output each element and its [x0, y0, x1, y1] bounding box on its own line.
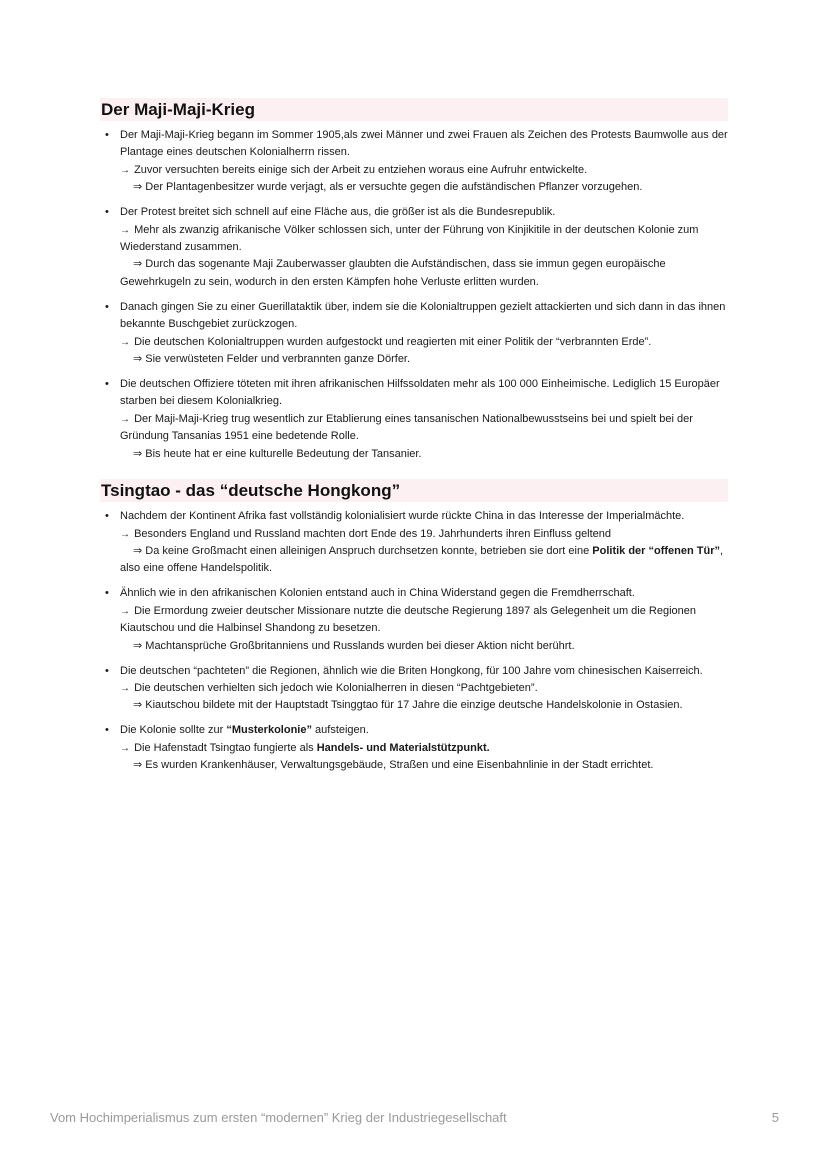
item-arrow-text: Die deutschen verhielten sich jedoch wie Kolonialherren in diesen “Pachtgebieten”.	[134, 681, 538, 694]
list-item	[100, 663, 728, 715]
implies-icon: ⇒	[133, 258, 143, 271]
item-implies-text: Kiautschou bildete mit der Hauptstadt Tsinggtao für 17 Jahre die einzige deutsche Handelskolonie in Ostasien.	[145, 699, 683, 712]
item-implies-text: Durch das sogenante Maji Zauberwasser glaubten die Aufständischen, dass sie immun gegen europäische Gewehrkugeln zu sein, wodurch in den ersten Kämpfen hohe Verluste erlitten wurden.	[120, 258, 666, 288]
section-maji-maji	[100, 98, 728, 463]
item-implies-text: Da keine Großmacht einen alleinigen Anspruch durchsetzen konnte, betrieben sie dort eine	[145, 544, 593, 557]
list-item	[100, 585, 728, 655]
item-implies-bold: Politik der “offenen Tür”	[592, 544, 721, 557]
arrow-icon: →	[120, 164, 130, 176]
list-item	[100, 508, 728, 578]
arrow-icon: →	[120, 224, 130, 236]
item-arrow-line	[120, 740, 728, 757]
item-main-text: Nachdem der Kontinent Afrika fast vollständig kolonialisiert wurde rückte China in das Interesse der Imperialmächte.	[120, 510, 685, 523]
bullet-icon: •	[105, 664, 109, 677]
bullet-icon: •	[105, 378, 109, 391]
item-implies-line	[120, 446, 728, 463]
item-arrow-text: Der Maji-Maji-Krieg trug wesentlich zur Etablierung eines tansanischen Nationalbewusstseins bei und spielt bei der Gründung Tansanias 1951 eine bedetende Rolle.	[120, 412, 693, 443]
bullet-list	[100, 508, 728, 774]
page-number: 5	[771, 1110, 779, 1125]
item-arrow-text: Zuvor versuchten bereits einige sich der Arbeit zu entziehen woraus eine Aufruhr entwickelte.	[134, 163, 588, 176]
item-implies-text-post: , also eine offene Handelspolitik.	[120, 544, 724, 575]
implies-icon: ⇒	[133, 759, 143, 772]
item-main-text: Die deutschen “pachteten” die Regionen, ähnlich wie die Briten Hongkong, für 100 Jahre vom chinesischen Kaiserreich.	[120, 664, 703, 677]
arrow-icon: →	[120, 742, 130, 754]
section-heading: Tsingtao - das “deutsche Hongkong”	[100, 479, 728, 502]
bullet-list	[100, 127, 728, 463]
item-implies-line	[120, 179, 728, 196]
list-item	[100, 204, 728, 291]
item-arrow-bold: Handels- und Materialstützpunkt.	[316, 741, 490, 754]
item-implies-line	[120, 697, 728, 714]
item-main-text: Der Maji-Maji-Krieg begann im Sommer 1905,als zwei Männer und zwei Frauen als Zeichen des Protests Baumwolle aus der Plantage eines deutschen Kolonialherrn rissen.	[120, 129, 728, 159]
item-arrow-line	[120, 222, 728, 257]
item-main-line	[120, 722, 728, 739]
implies-icon: ⇒	[133, 639, 143, 652]
list-item	[100, 127, 728, 197]
arrow-icon: →	[120, 336, 130, 348]
implies-icon: ⇒	[133, 181, 143, 194]
item-implies-line	[120, 638, 728, 655]
item-arrow-text: Die Ermordung zweier deutscher Missionare nutzte die deutsche Regierung 1897 als Gelegenheit um die Regionen Kiautschou und die Halbinsel Shandong zu besetzen.	[120, 604, 697, 635]
implies-icon: ⇒	[133, 699, 143, 712]
section-tsingtao	[100, 479, 728, 774]
item-arrow-line	[120, 603, 728, 638]
item-main-bold: “Musterkolonie”	[226, 724, 312, 737]
item-main-text: Die Kolonie sollte zur	[120, 724, 227, 737]
item-implies-text: Der Plantagenbesitzer wurde verjagt, als er versuchte gegen die aufständischen Pflanzer vorzugehen.	[145, 181, 643, 194]
bullet-icon: •	[105, 129, 109, 141]
item-implies-line	[120, 757, 728, 774]
list-item	[100, 299, 728, 369]
bullet-icon: •	[105, 587, 109, 600]
item-main-text-post: aufsteigen.	[311, 724, 369, 737]
item-implies-line	[120, 543, 728, 578]
item-arrow-line	[120, 680, 728, 697]
bullet-icon: •	[105, 206, 109, 219]
item-arrow-text: Die deutschen Kolonialtruppen wurden aufgestockt und reagierten mit einer Politik der “verbrannten Erde”.	[134, 335, 652, 348]
item-implies-text: Bis heute hat er eine kulturelle Bedeutung der Tansanier.	[145, 447, 422, 460]
item-main-text: Danach gingen Sie zu einer Guerillataktik über, indem sie die Kolonialtruppen gezielt attackierten und sich dann in das ihnen bekannte Buschgebiet zurückzogen.	[120, 300, 726, 331]
list-item	[100, 376, 728, 463]
list-item	[100, 722, 728, 774]
arrow-icon: →	[120, 528, 130, 540]
item-implies-line	[120, 256, 728, 291]
implies-icon: ⇒	[133, 447, 143, 460]
item-arrow-line	[120, 526, 728, 543]
item-arrow-text: Besonders England und Russland machten dort Ende des 19. Jahrhunderts ihren Einfluss geltend	[134, 527, 612, 540]
item-arrow-text: Mehr als zwanzig afrikanische Völker schlossen sich, unter der Führung von Kinjikitile in der deutschen Kolonie zum Wiederstand zusammen.	[120, 223, 699, 254]
item-arrow-line	[120, 334, 728, 351]
bullet-icon: •	[105, 724, 109, 737]
item-main-text: Die deutschen Offiziere töteten mit ihren afrikanischen Hilfssoldaten mehr als 100 000 Einheimische. Lediglich 15 Europäer starben bei diesem Kolonialkrieg.	[120, 378, 720, 408]
item-implies-text: Machtansprüche Großbritanniens und Russlands wurden bei dieser Aktion nicht berührt.	[145, 639, 575, 652]
item-arrow-text: Die Hafenstadt Tsingtao fungierte als	[134, 741, 317, 754]
implies-icon: ⇒	[133, 544, 143, 557]
arrow-icon: →	[120, 413, 130, 425]
implies-icon: ⇒	[133, 353, 143, 366]
item-implies-text: Es wurden Krankenhäuser, Verwaltungsgebäude, Straßen und eine Eisenbahnlinie in der Stadt errichtet.	[145, 759, 654, 772]
arrow-icon: →	[120, 605, 130, 617]
bullet-icon: •	[105, 300, 109, 313]
section-heading: Der Maji-Maji-Krieg	[100, 98, 728, 121]
footer-title: Vom Hochimperialismus zum ersten “modernen” Krieg der Industriegesellschaft	[50, 1110, 507, 1125]
item-implies-line	[120, 351, 728, 368]
item-main-text: Der Protest breitet sich schnell auf eine Fläche aus, die größer ist als die Bundesrepublik.	[120, 206, 556, 219]
bullet-icon: •	[105, 510, 109, 523]
item-main-text: Ähnlich wie in den afrikanischen Kolonien entstand auch in China Widerstand gegen die Fremdherrschaft.	[120, 587, 635, 600]
item-arrow-line	[120, 411, 728, 446]
page-content	[100, 98, 728, 782]
item-arrow-line	[120, 162, 728, 179]
item-implies-text: Sie verwüsteten Felder und verbrannten ganze Dörfer.	[145, 353, 411, 366]
arrow-icon: →	[120, 682, 130, 694]
